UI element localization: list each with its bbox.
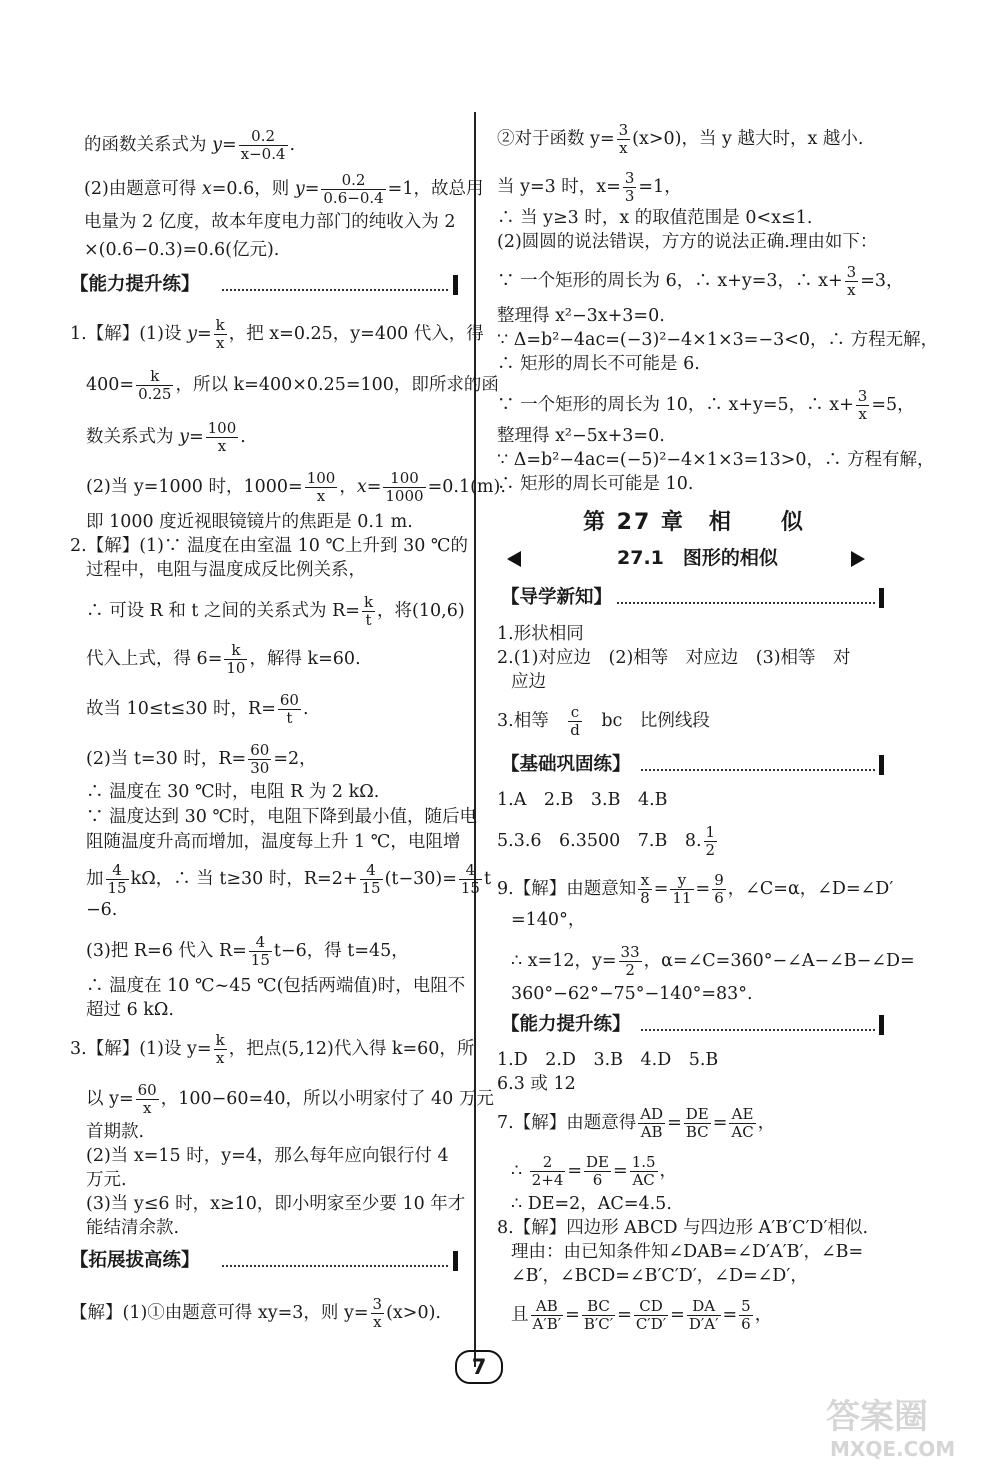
- text-line: (3)当 y≤6 时，x≥10，即小明家至少要 10 年才: [86, 1194, 466, 1214]
- fraction: $\frac{x}{8}$: [640, 871, 650, 907]
- fraction: $\frac{1}{2}$: [705, 823, 716, 859]
- fraction: $\frac{60}{t}$: [279, 691, 299, 727]
- text-line: ∴ $\frac{2}{2+4}$ = $\frac{DE}{6}$ = $\frac{1.5}{AC}$ ，: [511, 1153, 678, 1189]
- fraction: $\frac{4}{15}$: [250, 933, 270, 969]
- text-line: ∴ 矩形的周长可能是 10.: [497, 474, 694, 494]
- chapter-title: 第 27 章 相 似: [583, 510, 805, 535]
- text-line: 能结清余款.: [86, 1218, 180, 1238]
- text-line: ∵ Δ=b²−4ac=(−3)²−4×1×3=−3<0，∴ 方程无解，: [497, 330, 939, 350]
- fraction: $\frac{100}{1000}$: [385, 469, 424, 505]
- text-line: (3)把 R=6 代入 R= $\frac{4}{15}$ t−6，得 t=45，: [86, 933, 409, 969]
- text-line: 数关系式为 y= $\frac{100}{x}$ .: [86, 419, 246, 455]
- text-line: 1.A 2.B 3.B 4.B: [497, 790, 668, 810]
- text-line: 1.D 2.D 3.B 4.D 5.B: [497, 1050, 719, 1070]
- text-line: 6.3 或 12: [497, 1074, 576, 1094]
- text-line: 3.相等 $\frac{c}{d}$ bc 比例线段: [497, 703, 710, 739]
- text-line: 即 1000 度近视眼镜镜片的焦距是 0.1 m.: [86, 512, 413, 532]
- text-line: ∵ 温度达到 30 ℃时，电阻下降到最小值，随后电: [86, 807, 478, 827]
- text-line: 整理得 x²−5x+3=0.: [497, 426, 665, 446]
- text-line: ×(0.6−0.3)=0.6(亿元).: [84, 240, 280, 260]
- text-line: 故当 10≤t≤30 时，R= $\frac{60}{t}$ .: [86, 691, 309, 727]
- fraction: $\frac{100}{x}$: [207, 419, 237, 455]
- text-line: =140°，: [511, 910, 586, 930]
- fraction: $\frac{9}{6}$: [714, 871, 724, 907]
- text-line: 2.【解】(1)∵ 温度在由室温 10 ℃上升到 30 ℃的: [70, 536, 468, 556]
- text-line: 的函数关系式为 y= $\frac{0.2}{x-0.4}$ .: [84, 127, 296, 163]
- text-line: (2)当 y=1000 时，1000= $\frac{100}{x}$ ，x= $\frac{100}{1000}$ =0.1(m).: [86, 469, 506, 505]
- text-line: 当 y=3 时，x= $\frac{3}{3}$ =1，: [497, 169, 682, 205]
- fraction: $\frac{60}{x}$: [137, 1081, 157, 1117]
- text-line: 【解】(1)①由题意可得 xy=3，则 y= $\frac{3}{x}$ (x>0).: [70, 1295, 441, 1331]
- fraction: $\frac{4}{15}$: [361, 861, 381, 897]
- fraction: $\frac{AE}{AC}$: [731, 1105, 754, 1141]
- text-line: (2)圆圆的说法错误，方方的说法正确.理由如下：: [497, 232, 878, 252]
- text-line: 过程中，电阻与温度成反比例关系，: [86, 560, 366, 580]
- text-line: 应边: [511, 672, 546, 692]
- fraction: $\frac{k}{10}$: [226, 641, 246, 677]
- section-header-basic: 【基础巩固练】: [501, 752, 885, 778]
- section-header-ability: 【能力提升练】: [70, 272, 458, 298]
- text-line: ∵ 一个矩形的周长为 10，∴ x+y=5，∴ x+ $\frac{3}{x}$ =5，: [497, 387, 915, 423]
- fraction: $\frac{k}{0.25}$: [138, 367, 172, 403]
- text-line: ∴ 当 y≥3 时，x 的取值范围是 0<x≤1.: [497, 208, 813, 228]
- watermark-logo: [820, 1388, 995, 1464]
- subchapter-title: 27.1 图形的相似: [617, 547, 778, 569]
- text-line: (2)当 t=30 时，R= $\frac{60}{30}$ =2，: [86, 741, 317, 777]
- text-line: ∴ DE=2，AC=4.5.: [511, 1194, 672, 1214]
- text-line: 阻随温度升高而增加，温度每上升 1 ℃，电阻增: [86, 832, 461, 852]
- text-line: 整理得 x²−3x+3=0.: [497, 306, 665, 326]
- section-header-ability-right: 【能力提升练】: [501, 1012, 885, 1038]
- fraction: $\frac{k}{x}$: [215, 316, 225, 352]
- text-line: 代入上式，得 6= $\frac{k}{10}$ ，解得 k=60.: [86, 641, 361, 677]
- page-number: 7: [455, 1350, 503, 1384]
- fraction: $\frac{3}{x}$: [846, 263, 857, 299]
- fraction: $\frac{33}{2}$: [620, 943, 640, 979]
- text-line: ∴ 温度在 10 ℃~45 ℃(包括两端值)时，电阻不: [86, 976, 466, 996]
- text-line: 400= $\frac{k}{0.25}$ ，所以 k=400×0.25=100，即所求的函: [86, 367, 499, 403]
- fraction: $\frac{0.2}{x-0.4}$: [240, 127, 286, 163]
- triangle-right-icon: [851, 551, 865, 567]
- text-line: 1.【解】(1)设 y= $\frac{k}{x}$ ，把 x=0.25，y=400 代入，得: [70, 316, 484, 352]
- fraction: $\frac{k}{t}$: [363, 593, 374, 629]
- text-line: ∠B′，∠BCD=∠B′C′D′，∠D=∠D′，: [511, 1266, 808, 1286]
- fraction: $\frac{3}{x}$: [372, 1295, 383, 1331]
- text-line: 3.【解】(1)设 y= $\frac{k}{x}$ ，把点(5,12)代入得 k=60，所: [70, 1031, 475, 1067]
- text-line: 以 y= $\frac{60}{x}$ ，100−60=40，所以小明家付了 40 万元: [86, 1081, 494, 1117]
- fraction: $\frac{2}{2+4}$: [531, 1153, 564, 1189]
- text-line: (2)当 x=15 时，y=4，那么每年应向银行付 4: [86, 1146, 449, 1166]
- text-line: 7.【解】由题意得 $\frac{AD}{AB}$ = $\frac{DE}{BC}$ = $\frac{AE}{AC}$ ，: [497, 1105, 776, 1141]
- section-header-guide: 【导学新知】: [501, 585, 885, 611]
- fraction: $\frac{DA}{D'A'}$: [688, 1297, 719, 1333]
- column-divider: [474, 112, 476, 1367]
- fraction: $\frac{3}{x}$: [857, 387, 868, 423]
- fraction: $\frac{3}{x}$: [618, 121, 629, 157]
- fraction: $\frac{5}{6}$: [741, 1297, 751, 1333]
- fraction: $\frac{4}{15}$: [107, 861, 127, 897]
- fraction: $\frac{BC}{B'C'}$: [583, 1297, 614, 1333]
- fraction: $\frac{y}{11}$: [672, 871, 692, 907]
- text-line: 且 $\frac{AB}{A'B'}$ = $\frac{BC}{B'C'}$ = $\frac{CD}{C'D'}$ = $\frac{DA}{D'A'}$ = $\frac{5}{6}$ ，: [511, 1297, 773, 1333]
- fraction: $\frac{DE}{BC}$: [685, 1105, 709, 1141]
- text-line: 理由：由已知条件知∠DAB=∠D′A′B′，∠B=: [511, 1242, 864, 1262]
- text-line: ∴ 温度在 30 ℃时，电阻 R 为 2 kΩ.: [86, 782, 380, 802]
- text-line: 超过 6 kΩ.: [86, 1000, 174, 1020]
- fraction: $\frac{AD}{AB}$: [640, 1105, 664, 1141]
- fraction: $\frac{60}{30}$: [250, 741, 270, 777]
- text-line: 1.形状相同: [497, 624, 584, 644]
- text-line: ∵ 一个矩形的周长为 6，∴ x+y=3，∴ x+ $\frac{3}{x}$ =3，: [497, 263, 904, 299]
- text-line: 360°−62°−75°−140°=83°.: [511, 984, 753, 1004]
- fraction: $\frac{DE}{6}$: [586, 1153, 610, 1189]
- fraction: $\frac{c}{d}$: [570, 703, 580, 739]
- text-line: ∴ x=12，y= $\frac{33}{2}$ ，α=∠C=360°−∠A−∠B−∠D=: [511, 943, 915, 979]
- section-header-extension: 【拓展拔高练】: [70, 1248, 458, 1274]
- text-line: −6.: [86, 900, 118, 920]
- text-line: ∴ 可设 R 和 t 之间的关系式为 R= $\frac{k}{t}$ ，将(10,6): [86, 593, 465, 629]
- text-line: 5.3.6 6.3500 7.B 8. $\frac{1}{2}$: [497, 823, 716, 859]
- text-line: ②对于函数 y= $\frac{3}{x}$ (x>0)，当 y 越大时，x 越小.: [497, 121, 864, 157]
- text-line: ∵ Δ=b²−4ac=(−5)²−4×1×3=13>0，∴ 方程有解，: [497, 450, 935, 470]
- text-line: ∴ 矩形的周长不可能是 6.: [497, 354, 700, 374]
- watermark-main-text: 答案圈: [826, 1397, 928, 1437]
- triangle-left-icon: [507, 551, 521, 567]
- text-line: 2.(1)对应边 (2)相等 对应边 (3)相等 对: [497, 648, 851, 668]
- fraction: $\frac{CD}{C'D'}$: [635, 1297, 667, 1333]
- text-line: 9.【解】由题意知 $\frac{x}{8}$ = $\frac{y}{11}$ = $\frac{9}{6}$ ，∠C=α，∠D=∠D′: [497, 871, 894, 907]
- watermark-url-text: MXQE.COM: [830, 1437, 956, 1461]
- fraction: $\frac{100}{x}$: [306, 469, 336, 505]
- text-line: 8.【解】四边形 ABCD 与四边形 A′B′C′D′相似.: [497, 1218, 869, 1238]
- text-line: 首期款.: [86, 1122, 145, 1142]
- fraction: $\frac{k}{x}$: [215, 1031, 225, 1067]
- text-line: 加 $\frac{4}{15}$ kΩ，∴ 当 t≥30 时，R=2+ $\frac{4}{15}$ (t−30)= $\frac{4}{15}$ t: [86, 861, 492, 897]
- fraction: $\frac{AB}{A'B'}$: [532, 1297, 562, 1333]
- fraction: $\frac{1.5}{AC}$: [631, 1153, 656, 1189]
- text-line: 电量为 2 亿度，故本年度电力部门的纯收入为 2: [84, 212, 456, 232]
- fraction: $\frac{4}{15}$: [460, 861, 480, 897]
- fraction: $\frac{3}{3}$: [624, 169, 635, 205]
- text-line: (2)由题意可得 x=0.6，则 y= $\frac{0.2}{0.6-0.4}$ =1，故总用: [84, 171, 484, 207]
- fraction: $\frac{0.2}{0.6-0.4}$: [323, 171, 384, 207]
- subchapter-bar: [497, 544, 889, 572]
- text-line: 万元.: [86, 1170, 127, 1190]
